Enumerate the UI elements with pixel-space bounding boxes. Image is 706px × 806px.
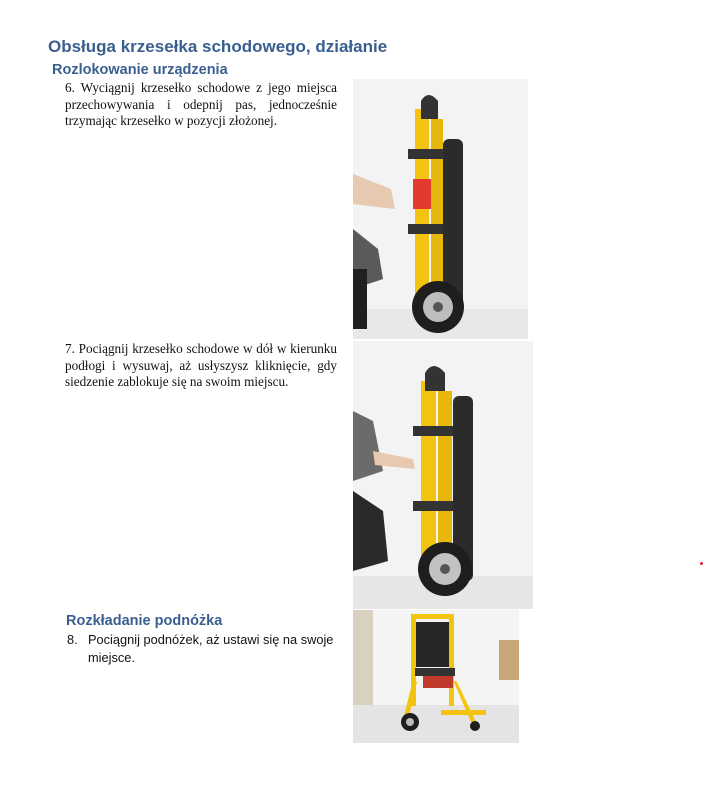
extending-chair-illustration	[353, 341, 533, 609]
step-7-text: 7. Pociągnij krzesełko schodowe w dół w kierunku podłogi i wysuwaj, aż usłyszysz kliknięcie, gdy siedzenie zablokuje się na swoim miejscu.	[65, 341, 337, 389]
step-8	[67, 631, 347, 667]
photo-step-6-folded-chair	[353, 79, 528, 339]
photo-step-8-unfolded-chair	[353, 610, 519, 743]
step-6-text: 6. Wyciągnij krzesełko schodowe z jego miejsca przechowywania i odepnij pas, jednocześnie trzymając krzesełko w pozycji złożonej.	[65, 80, 337, 128]
section-heading-footrest: Rozkładanie podnóżka	[66, 613, 223, 629]
step-8-text: Pociągnij podnóżek, aż ustawi się na swoje miejsce.	[88, 632, 334, 665]
photo-step-7-extending-chair	[353, 341, 533, 609]
folded-chair-illustration	[353, 79, 528, 339]
red-marker-dot	[700, 562, 703, 565]
section-heading-deployment: Rozlokowanie urządzenia	[52, 62, 228, 78]
step-8-number: 8.	[67, 632, 78, 647]
page-title: Obsługa krzesełka schodowego, działanie	[48, 37, 388, 56]
unfolded-chair-illustration	[353, 610, 519, 743]
